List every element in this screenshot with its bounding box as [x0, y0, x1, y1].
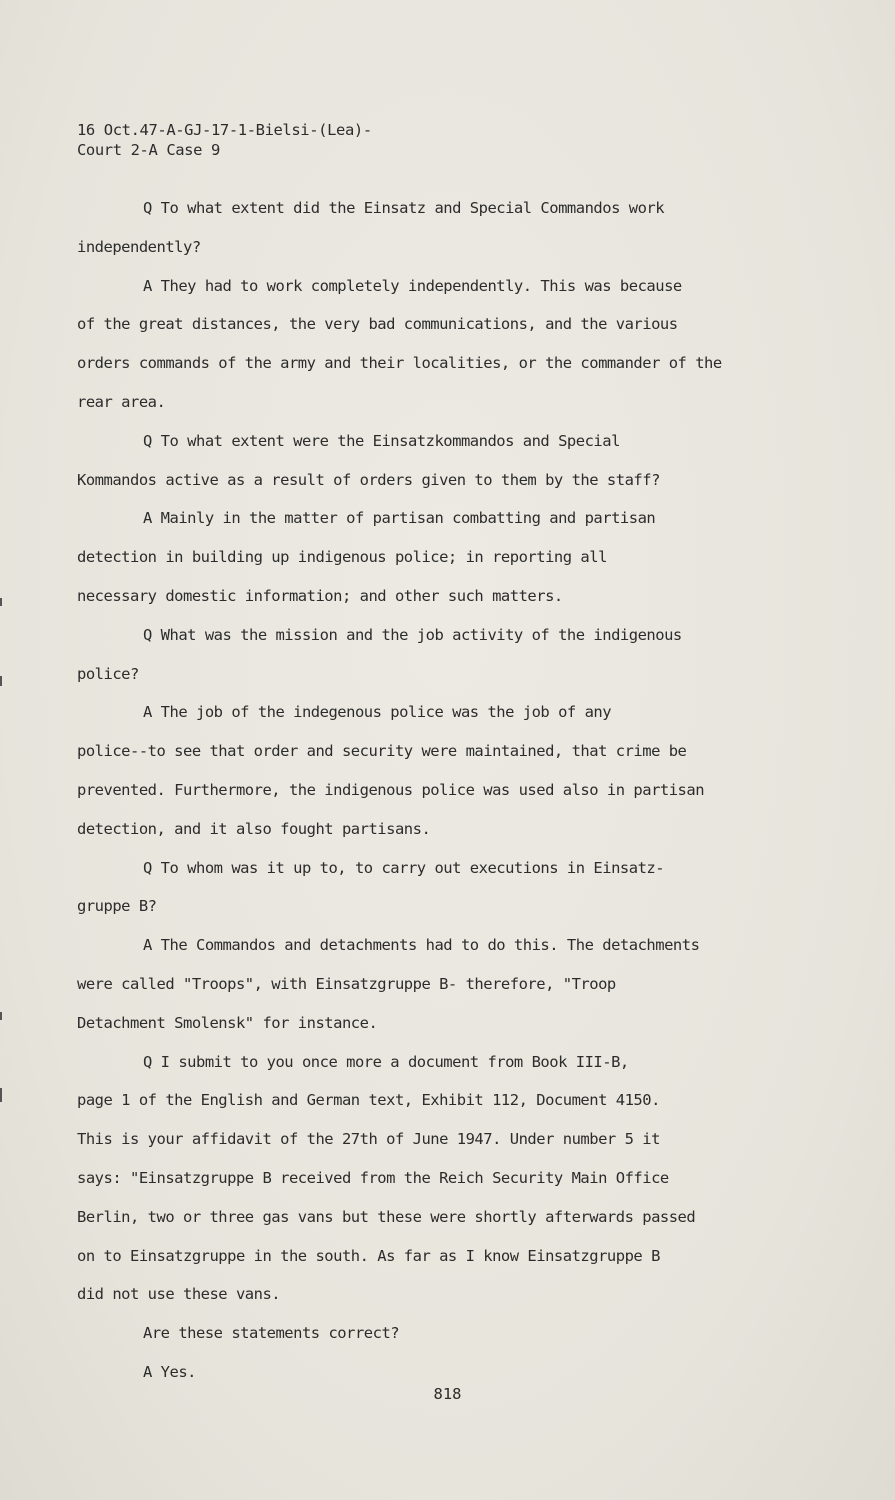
scan-edge-mark — [0, 1088, 2, 1102]
transcript-line: A Mainly in the matter of partisan combatting and partisan — [143, 509, 656, 528]
transcript-line: Q To whom was it up to, to carry out executions in Einsatz- — [143, 858, 665, 877]
transcript-line: rear area. — [77, 392, 166, 411]
transcript-line: A The job of the indegenous police was the job of any — [143, 703, 612, 722]
transcript-line: on to Einsatzgruppe in the south. As far as I know Einsatzgruppe B — [77, 1246, 660, 1265]
transcript-line: A They had to work completely independently. This was because — [143, 276, 682, 295]
document-header — [77, 120, 372, 160]
scan-edge-mark — [0, 1012, 2, 1020]
scan-edge-mark — [0, 598, 2, 606]
scan-edge-mark — [0, 676, 2, 686]
transcript-line: Q To what extent were the Einsatzkommandos and Special — [143, 431, 620, 450]
transcript-line: Berlin, two or three gas vans but these were shortly afterwards passed — [77, 1207, 696, 1226]
transcript-line: Detachment Smolensk" for instance. — [77, 1013, 378, 1032]
transcript-line: Q To what extent did the Einsatz and Special Commandos work — [143, 199, 665, 217]
transcript-body — [77, 198, 797, 1401]
transcript-line: Are these statements correct? — [143, 1324, 400, 1343]
transcript-line: Q What was the mission and the job activity of the indigenous — [143, 625, 682, 644]
page-number: 818 — [433, 1385, 462, 1403]
transcript-line: Kommandos active as a result of orders given to them by the staff? — [77, 470, 660, 489]
transcript-line: police--to see that order and security were maintained, that crime be — [77, 742, 687, 761]
header-reference-line: 16 Oct.47-A-GJ-17-1-Bielsi-(Lea)- — [77, 121, 372, 139]
transcript-line: orders commands of the army and their localities, or the commander of the — [77, 354, 722, 373]
transcript-line: A Yes. — [143, 1362, 196, 1381]
transcript-line: independently? — [77, 237, 201, 256]
transcript-line: did not use these vans. — [77, 1285, 281, 1304]
transcript-line: police? — [77, 664, 139, 683]
transcript-line: says: "Einsatzgruppe B received from the Reich Security Main Office — [77, 1168, 669, 1187]
transcript-line: of the great distances, the very bad communications, and the various — [77, 315, 678, 334]
transcript-line: detection, and it also fought partisans. — [77, 819, 431, 838]
transcript-line: A The Commandos and detachments had to do this. The detachments — [143, 936, 700, 955]
transcript-line: were called "Troops", with Einsatzgruppe B- therefore, "Troop — [77, 974, 616, 993]
transcript-line: gruppe B? — [77, 897, 157, 916]
transcript-line: necessary domestic information; and other such matters. — [77, 586, 563, 605]
transcript-line: Q I submit to you once more a document from Book III-B, — [143, 1052, 629, 1071]
transcript-line: page 1 of the English and German text, Exhibit 112, Document 4150. — [77, 1091, 660, 1110]
transcript-line: detection in building up indigenous police; in reporting all — [77, 548, 607, 567]
transcript-line: This is your affidavit of the 27th of June 1947. Under number 5 it — [77, 1130, 660, 1149]
header-court-line: Court 2-A Case 9 — [77, 141, 220, 159]
transcript-line: prevented. Furthermore, the indigenous police was used also in partisan — [77, 780, 705, 799]
